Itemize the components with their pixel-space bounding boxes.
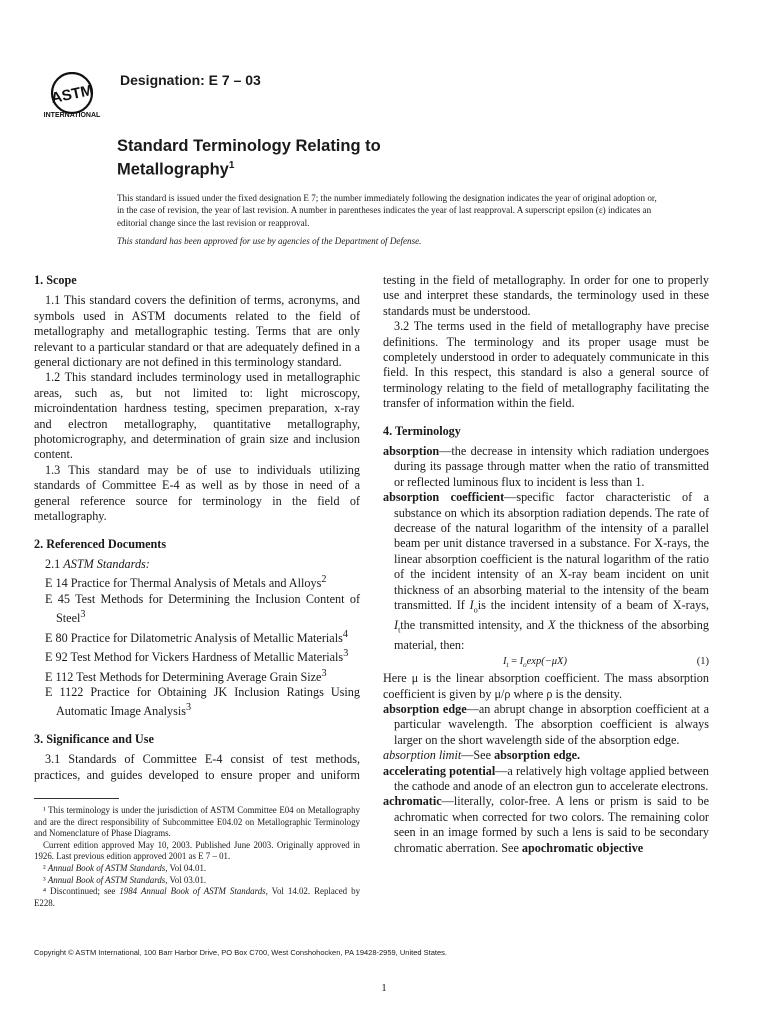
term-absorption: absorption—the decrease in intensity which radiation undergoes during its passage through matter when the ratio of transmitted or reflected luminous flux to incident is less than 1. [383,444,709,489]
scope-para-1-3: 1.3 This standard may be of use to individuals utilizing standards of Committee E-4 as well as by those in need of a general reference source for terminology in the field of metallography. [34,462,360,524]
footnote-rule [34,798,119,799]
copyright-line: Copyright © ASTM International, 100 Barr Harbor Drive, PO Box C700, West Conshohocken, PA 19428-2959, United States. [34,948,447,957]
left-column [34,273,360,783]
issued-notice: This standard is issued under the fixed designation E 7; the number immediately following the designation indicates the year of original adoption or, in the case of revision, the year of last revision. A number in parentheses indicates the year of last reapproval. A superscript epsilon (ε) indicates an editorial change since the last revision or reapproval. [117,193,657,228]
title-line-2: Metallography [117,160,229,179]
significance-para-3-1-continued: testing in the field of metallography. In order for one to properly use and interpret these standards, the terminology used in these standards must be understood. [383,273,709,318]
equation-number: (1) [696,656,709,668]
reference-list [34,572,360,720]
document-title [117,136,381,180]
designation: Designation: E 7 – 03 [120,72,261,88]
scope-para-1-1: 1.1 This standard covers the definition of terms, acronyms, and symbols used in ASTM documents related to the field of metallography and metallographic testing. Terms that are only relevant to a particular standard or that are adequately defined in a general dictionary are not defined in this terminology standard. [34,293,360,370]
significance-para-3-1: 3.1 Standards of Committee E-4 consist of test methods, practices, and guides developed to ensure proper and uniform [34,752,360,782]
term-achromatic: achromatic—literally, color-free. A lens or prism is said to be achromatic when corrected for two colors. The remaining color seen in an image formed by such a lens is said to be secondary chromatic aberration. See apochromatic objective [383,794,709,855]
mu-explanation: Here μ is the linear absorption coefficient. The mass absorption coefficient is given by μ/ρ where ρ is the density. [383,671,709,701]
astm-logo-icon [34,72,110,118]
reference-item: E 112 Test Methods for Determining Average Grain Size$^3$ [45,667,327,684]
footnote-4: ⁴ Discontinued; see 1984 Annual Book of ASTM Standards, Vol 14.02. Replaced by E228. [34,886,361,908]
reference-item: E 80 Practice for Dilatometric Analysis of Metallic Materials$^4$ [45,628,348,645]
footnote-1-edition: Current edition approved May 10, 2003. Published June 2003. Originally approved in 1926. Last previous edition approved 2001 as E 7 – 01. [34,839,360,862]
term-absorption-edge: absorption edge—an abrupt change in absorption coefficient at a particular wavelength. The absorption coefficient is always larger on the short wavelength side of the absorption edge. [383,702,709,747]
section-terminology-heading: 4. Terminology [383,423,461,438]
page-number: 1 [381,982,387,994]
reference-item: E 14 Practice for Thermal Analysis of Metals and Alloys$^2$ [45,574,327,591]
term-absorption-coefficient: absorption coefficient—specific factor characteristic of a substance on which its absorption radiation depends. The rate of decrease of the natural logarithm of the intensity of a parallel beam per unit distance traversed in a substance. For X-rays, the linear absorption coefficient is the natural logarithm of the ratio of the incident intensity of an X-ray beam incident on unit thickness of an absorbing material to the intensity of the beam transmitted. If $I_ois$ the incident intensity of a beam of X-rays, $I_tthe$ transmitted intensity, and X the thickness of the absorbing material, then: [383,490,710,652]
term-accelerating-potential: accelerating potential—a relatively high voltage applied between the cathode and anode of an electron gun to accelerate electrons. [383,763,709,794]
title-footnote-ref: 1 [228,160,235,171]
reference-item: E 92 Test Method for Vickers Hardness of Metallic Materials$^3$ [45,648,349,665]
reference-item: E 45 Test Methods for Determining the Inclusion Content of Steel$^3$ [45,591,360,626]
title-line-1: Standard Terminology Relating to [117,137,381,155]
footnotes [34,805,360,909]
equation-1 [383,653,709,671]
scope-para-1-2: 1.2 This standard includes terminology used in metallographic areas, such as, but not limited to: light microscopy, microindentation hardness testing, specimen preparation, x-ray and electron metallography, quantitative metallography, photomicrography, and determination of grain size and inclusion content. [34,370,360,462]
right-column [383,273,709,856]
footnote-2: ² Annual Book of ASTM Standards, Vol 04.01. [43,862,207,873]
section-significance-heading: 3. Significance and Use [34,731,154,746]
term-absorption-limit: absorption limit—See absorption edge. [383,748,581,763]
section-scope-heading: 1. Scope [34,273,77,287]
logo-subtext: INTERNATIONAL [43,112,101,118]
astm-standards-label: 2.1 ASTM Standards: [45,556,150,571]
astm-logo [34,72,110,118]
equation-formula: $I_t = I_o\exp(-\mu X)$ [503,656,567,670]
approval-notice: This standard has been approved for use by agencies of the Department of Defense. [117,236,422,246]
reference-item: E 1122 Practice for Obtaining JK Inclusion Ratings Using Automatic Image Analysis$^3$ [45,685,360,719]
significance-para-3-2: 3.2 The terms used in the field of metallography have precise definitions. The terminology and its proper usage must be completely understood in order to adequately communicate in this field. In this respect, this standard is also a general source of terminology relating to the field of metallography facilitating the transfer of information within the field. [383,319,709,411]
footnote-1: ¹ This terminology is under the jurisdiction of ASTM Committee E04 on Metallography and are the direct responsibility of Subcommittee E04.02 on Metallographic Terminology and Nomenclature of Phase Diagrams. [34,805,360,839]
logo-word: ASTM [49,81,95,108]
footnote-3: ³ Annual Book of ASTM Standards, Vol 03.01. [43,874,207,885]
section-referenced-documents-heading: 2. Referenced Documents [34,536,167,551]
